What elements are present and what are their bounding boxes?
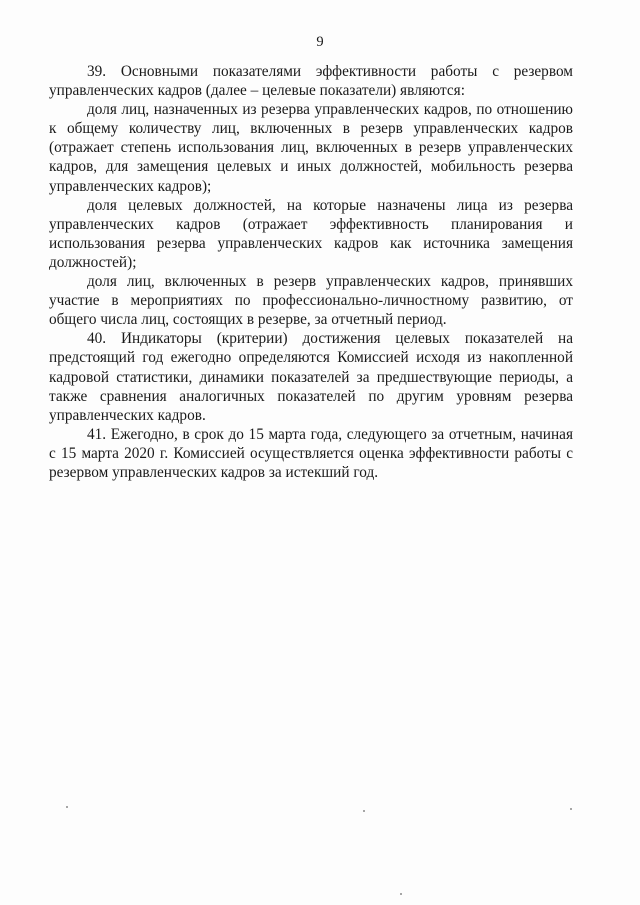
paragraph-39: 39. Основными показателями эффективности работы с резервом управленческих кадров (далее – целевые показатели) являются: bbox=[49, 63, 573, 100]
document-body bbox=[49, 62, 573, 482]
scan-speck bbox=[400, 893, 402, 895]
scan-speck bbox=[570, 808, 572, 810]
scan-speck bbox=[66, 806, 68, 808]
paragraph-40: 40. Индикаторы (критерии) достижения целевых показателей на предстоящий год ежегодно определяются Комиссией исходя из накопленной кадровой статистики, динамики показателей за предшествующие периоды, а также сравнения аналогичных показателей по другим уровням резерва управленческих кадров. bbox=[49, 330, 573, 424]
paragraph-39-item-2: доля целевых должностей, на которые назначены лица из резерва управленческих кадров (отражает эффективность планирования и использования резерва управленческих кадров как источника замещения должностей); bbox=[49, 196, 573, 271]
paragraph-39-item-1: доля лиц, назначенных из резерва управленческих кадров, по отношению к общему количеству лиц, включенных в резерв управленческих кадров (отражает степень использования лиц, включенных в резерв управленческих кадров, для замещения целевых и иных должностей, мобильность резерва управленческих кадров); bbox=[49, 101, 573, 195]
page-number: 9 bbox=[316, 34, 324, 50]
paragraph-41: 41. Ежегодно, в срок до 15 марта года, следующего за отчетным, начиная с 15 марта 2020 г. Комиссией осуществляется оценка эффективности работы с резервом управленческих кадров за истекший год. bbox=[49, 425, 573, 481]
paragraph-39-item-3: доля лиц, включенных в резерв управленческих кадров, принявших участие в мероприятиях по профессионально-личностному развитию, от общего числа лиц, состоящих в резерве, за отчетный период. bbox=[49, 273, 573, 329]
scan-speck bbox=[363, 810, 365, 812]
